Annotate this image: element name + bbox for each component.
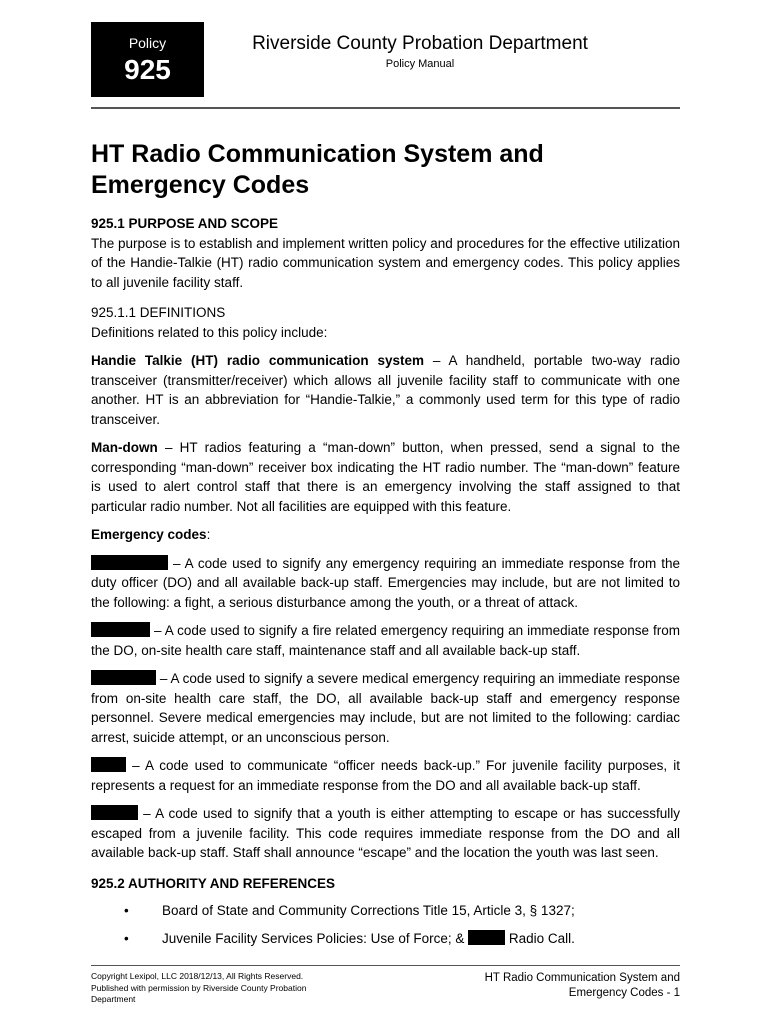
redaction-bar <box>91 757 126 772</box>
redaction-bar <box>91 622 150 637</box>
department-title: Riverside County Probation Department <box>252 33 588 54</box>
reference-text-before: Juvenile Facility Services Policies: Use of Force; & <box>162 931 469 946</box>
redaction-bar <box>91 555 168 570</box>
definition-text-mandown: – HT radios featuring a “man-down” button, when pressed, send a signal to the corresponding “man-down” receiver box indicating the HT radio number. The “man-down” feature is used to alert control staff that there is an emergency involving the staff assigned to that particular radio number. Not all facilities are equipped with this feature. <box>91 440 680 514</box>
footer-page-number: Emergency Codes - 1 <box>568 987 680 999</box>
definition-term-ht: Handie Talkie (HT) radio communication system <box>91 353 425 368</box>
redaction-bar <box>91 670 156 685</box>
section-heading-authority: 925.2 AUTHORITY AND REFERENCES <box>91 875 336 891</box>
list-item <box>91 897 680 925</box>
emergency-codes-colon: : <box>206 527 211 542</box>
reference-text-after: Radio Call. <box>505 931 575 946</box>
references-list <box>91 897 680 953</box>
footer-title-line: HT Radio Communication System and <box>484 972 680 984</box>
footer-copyright <box>91 971 341 1006</box>
purpose-paragraph: The purpose is to establish and implement written policy and procedures for the effective utilization of the Handie-Talkie (HT) radio communication system and emergency codes. This policy applies to all juvenile facility staff. <box>91 235 680 290</box>
definition-text-ht: – A handheld, portable two-way radio transceiver (transmitter/receiver) which allows all juvenile facility staff to communicate with one another. HT is an abbreviation for “Handie-Talkie,” a commonly used term for this type of radio transceiver. <box>91 353 680 427</box>
policy-number-box <box>91 22 204 97</box>
title-line-1: HT Radio Communication System and <box>91 140 544 168</box>
emergency-codes-term: Emergency codes <box>91 527 207 542</box>
document-body <box>91 214 680 953</box>
footer-copyright-line: Department <box>91 994 136 1004</box>
bullet: • <box>124 903 129 918</box>
definition-mandown <box>91 438 680 516</box>
bullet: • <box>124 931 129 946</box>
code-text: – A code used to signify a fire related emergency requiring an immediate response from the DO, on-site health care staff, maintenance staff and all available back-up staff. <box>91 623 680 658</box>
definition-ht <box>91 351 680 429</box>
code-text: – A code used to signify any emergency requiring an immediate response from the duty officer (DO) and all available back-up staff. Emergencies may include, but are not limited to the following: a fight, a serious disturbance among the youth, or a threat of attack. <box>91 555 680 610</box>
code-text: – A code used to signify a severe medical emergency requiring an immediate response from on-site health care staff, the DO, all available back-up staff and emergency response personnel. Severe medical emergencies may include, but are not limited to the following: cardiac arrest, suicide attempt, or an unconscious person. <box>91 671 680 745</box>
definitions-intro: Definitions related to this policy include: <box>91 324 328 340</box>
reference-text: Board of State and Community Corrections Title 15, Article 3, § 1327; <box>162 903 575 918</box>
code-entry <box>91 756 680 795</box>
definitions-heading: 925.1.1 DEFINITIONS <box>91 305 226 320</box>
code-entry <box>91 554 680 613</box>
manual-subtitle: Policy Manual <box>385 58 455 70</box>
code-text: – A code used to signify that a youth is either attempting to escape or has successfully escaped from a juvenile facility. This code requires immediate response from the DO and all available back-up staff. Staff shall announce “escape” and the location the youth was last seen. <box>91 806 680 860</box>
page-title <box>91 139 680 201</box>
policy-label: Policy <box>128 35 167 51</box>
footer-divider <box>91 965 680 966</box>
definition-term-mandown: Man-down <box>91 440 158 455</box>
footer-page-label <box>430 971 680 1001</box>
title-line-2: Emergency Codes <box>91 171 310 199</box>
footer-copyright-line: Published with permission by Riverside County Probation <box>91 982 307 993</box>
code-text: – A code used to communicate “officer needs back-up.” For juvenile facility purposes, it represents a request for an immediate response from the DO and all available back-up staff. <box>91 758 680 793</box>
redaction-bar <box>468 930 505 945</box>
code-entry <box>91 669 680 747</box>
code-entry <box>91 621 680 660</box>
redaction-bar <box>91 805 138 820</box>
list-item <box>91 925 680 953</box>
code-entry <box>91 804 680 863</box>
emergency-codes-label <box>91 525 680 545</box>
section-heading-purpose: 925.1 PURPOSE AND SCOPE <box>91 216 279 231</box>
footer-copyright-line: Copyright Lexipol, LLC 2018/12/13, All Rights Reserved. <box>91 971 304 981</box>
policy-number: 925 <box>124 54 171 85</box>
header-divider <box>91 107 680 109</box>
